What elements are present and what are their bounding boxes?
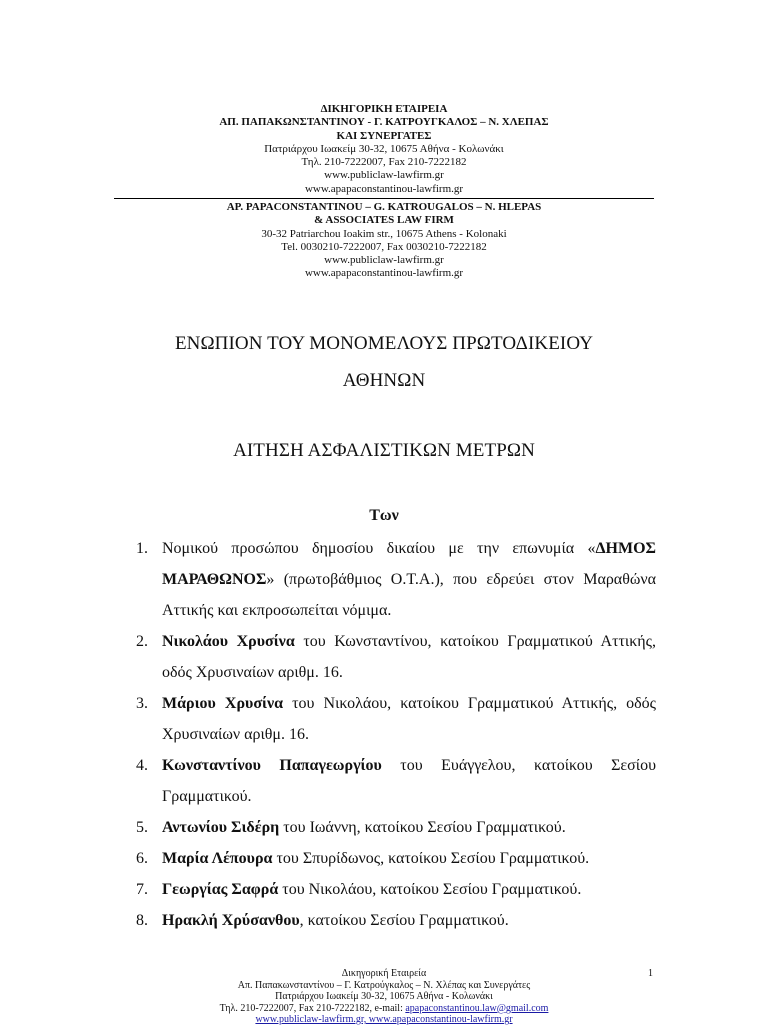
firm-type-greek: ΔΙΚΗΓΟΡΙΚΗ ΕΤΑΙΡΕΙΑ	[320, 103, 448, 115]
party-details: , κατοίκου Σεσίου Γραμματικού.	[299, 912, 509, 929]
associates-greek: ΚΑΙ ΣΥΝΕΡΓΑΤΕΣ	[336, 129, 432, 142]
party-name: Κωνσταντίνου Παπαγεωργίου	[162, 757, 382, 774]
party-name: ΔΗΜΟΣ ΜΑΡΑΘΩΝΟΣ	[162, 540, 656, 588]
party-item	[136, 905, 656, 936]
party-details: » (πρωτοβάθμιος Ο.Τ.Α.), που εδρεύει στον Μαραθώνα Αττικής και εκπροσωπείται νόμιμα.	[162, 571, 656, 619]
party-name: Μαρία Λέπουρα	[162, 850, 273, 867]
party-number: 1.	[136, 540, 148, 557]
letterhead-divider	[114, 198, 654, 199]
party-number: 2.	[136, 633, 148, 650]
footer-contact-text: Τηλ. 210-7222007, Fax 210-7222182, e-mail:	[219, 1002, 406, 1014]
party-item	[136, 843, 656, 874]
party-prefix: Νομικού προσώπου δημοσίου δικαίου με την επωνυμία «	[162, 540, 596, 557]
party-details: του Ευάγγελου, κατοίκου Σεσίου Γραμματικού.	[162, 757, 656, 805]
website-greek-1[interactable]: www.publiclaw-lawfirm.gr	[324, 169, 444, 182]
party-details: του Κωνσταντίνου, κατοίκου Γραμματικού Αττικής, οδός Χρυσιναίων αριθμ. 16.	[162, 633, 657, 681]
party-number: 8.	[136, 912, 148, 929]
firm-name-english: & ASSOCIATES LAW FIRM	[314, 214, 454, 227]
party-item	[136, 688, 656, 750]
court-heading-line2: ΑΘΗΝΩΝ	[342, 370, 426, 391]
page-number: 1	[648, 968, 653, 979]
address-english: 30-32 Patriarchou Ioakim str., 10675 Athens - Kolonaki	[261, 227, 507, 240]
party-details: του Νικολάου, κατοίκου Γραμματικού Αττικής, οδός Χρυσιναίων αριθμ. 16.	[162, 695, 657, 743]
phone-greek: Τηλ. 210-7222007, Fax 210-7222182	[301, 156, 467, 169]
footer-contact	[0, 1003, 768, 1015]
phone-english: Tel. 0030210-7222007, Fax 0030210-7222182	[281, 240, 487, 253]
party-number: 4.	[136, 757, 148, 774]
footer-websites-link[interactable]: www.publiclaw-lawfirm.gr, www.apapaconstantinou-lawfirm.gr	[255, 1014, 513, 1025]
party-name: Μάριου Χρυσίνα	[162, 695, 284, 712]
party-name: Γεωργίας Σαφρά	[162, 881, 279, 898]
address-greek: Πατριάρχου Ιωακείμ 30-32, 10675 Αθήνα - Κολωνάκι	[264, 142, 504, 155]
party-item	[136, 533, 656, 626]
footer-firm-type: Δικηγορική Εταιρεία	[341, 968, 427, 979]
party-item	[136, 874, 656, 905]
party-name: Νικολάου Χρυσίνα	[162, 633, 295, 650]
party-details: του Νικολάου, κατοίκου Σεσίου Γραμματικού.	[278, 881, 582, 898]
party-item	[136, 750, 656, 812]
party-number: 6.	[136, 850, 148, 867]
court-heading-line1: ΕΝΩΠΙΟΝ ΤΟΥ ΜΟΝΟΜΕΛΟΥΣ ΠΡΩΤΟΔΙΚΕΙΟΥ	[174, 333, 594, 354]
letterhead-english	[0, 201, 768, 281]
letterhead-greek	[0, 103, 768, 196]
footer-address: Πατριάρχου Ιωακείμ 30-32, 10675 Αθήνα - Κολωνάκι	[275, 991, 493, 1002]
partners-english: AP. PAPACONSTANTINOU – G. KATROUGALOS – N. HLEPAS	[226, 201, 542, 213]
footer-partners: Απ. Παπακωνσταντίνου – Γ. Κατρούγκαλος – Ν. Χλέπας και Συνεργάτες	[237, 979, 531, 991]
parties-list	[136, 533, 656, 936]
party-item	[136, 812, 656, 843]
party-name: Ηρακλή Χρύσανθου	[162, 912, 300, 929]
party-number: 7.	[136, 881, 148, 898]
website-english-2[interactable]: www.apapaconstantinou-lawfirm.gr	[304, 267, 464, 280]
footer-email-link[interactable]: apapaconstantinou.law@gmail.com	[405, 1002, 549, 1014]
partners-greek: ΑΠ. ΠΑΠΑΚΩΝΣΤΑΝΤΙΝΟΥ - Γ. ΚΑΤΡΟΥΓΚΑΛΟΣ – Ν. ΧΛΕΠΑΣ	[219, 116, 549, 129]
website-greek-2[interactable]: www.apapaconstantinou-lawfirm.gr	[304, 182, 464, 195]
party-name: Αντωνίου Σιδέρη	[162, 819, 280, 836]
party-item	[136, 626, 656, 688]
document-title: ΑΙΤΗΣΗ ΑΣΦΑΛΙΣΤΙΚΩΝ ΜΕΤΡΩΝ	[233, 440, 535, 461]
party-details: του Ιωάννη, κατοίκου Σεσίου Γραμματικού.	[279, 819, 566, 836]
party-details: του Σπυρίδωνος, κατοίκου Σεσίου Γραμματικού.	[272, 850, 590, 867]
parties-heading: Των	[369, 507, 399, 524]
website-english-1[interactable]: www.publiclaw-lawfirm.gr	[324, 254, 444, 267]
party-number: 3.	[136, 695, 148, 712]
party-number: 5.	[136, 819, 148, 836]
